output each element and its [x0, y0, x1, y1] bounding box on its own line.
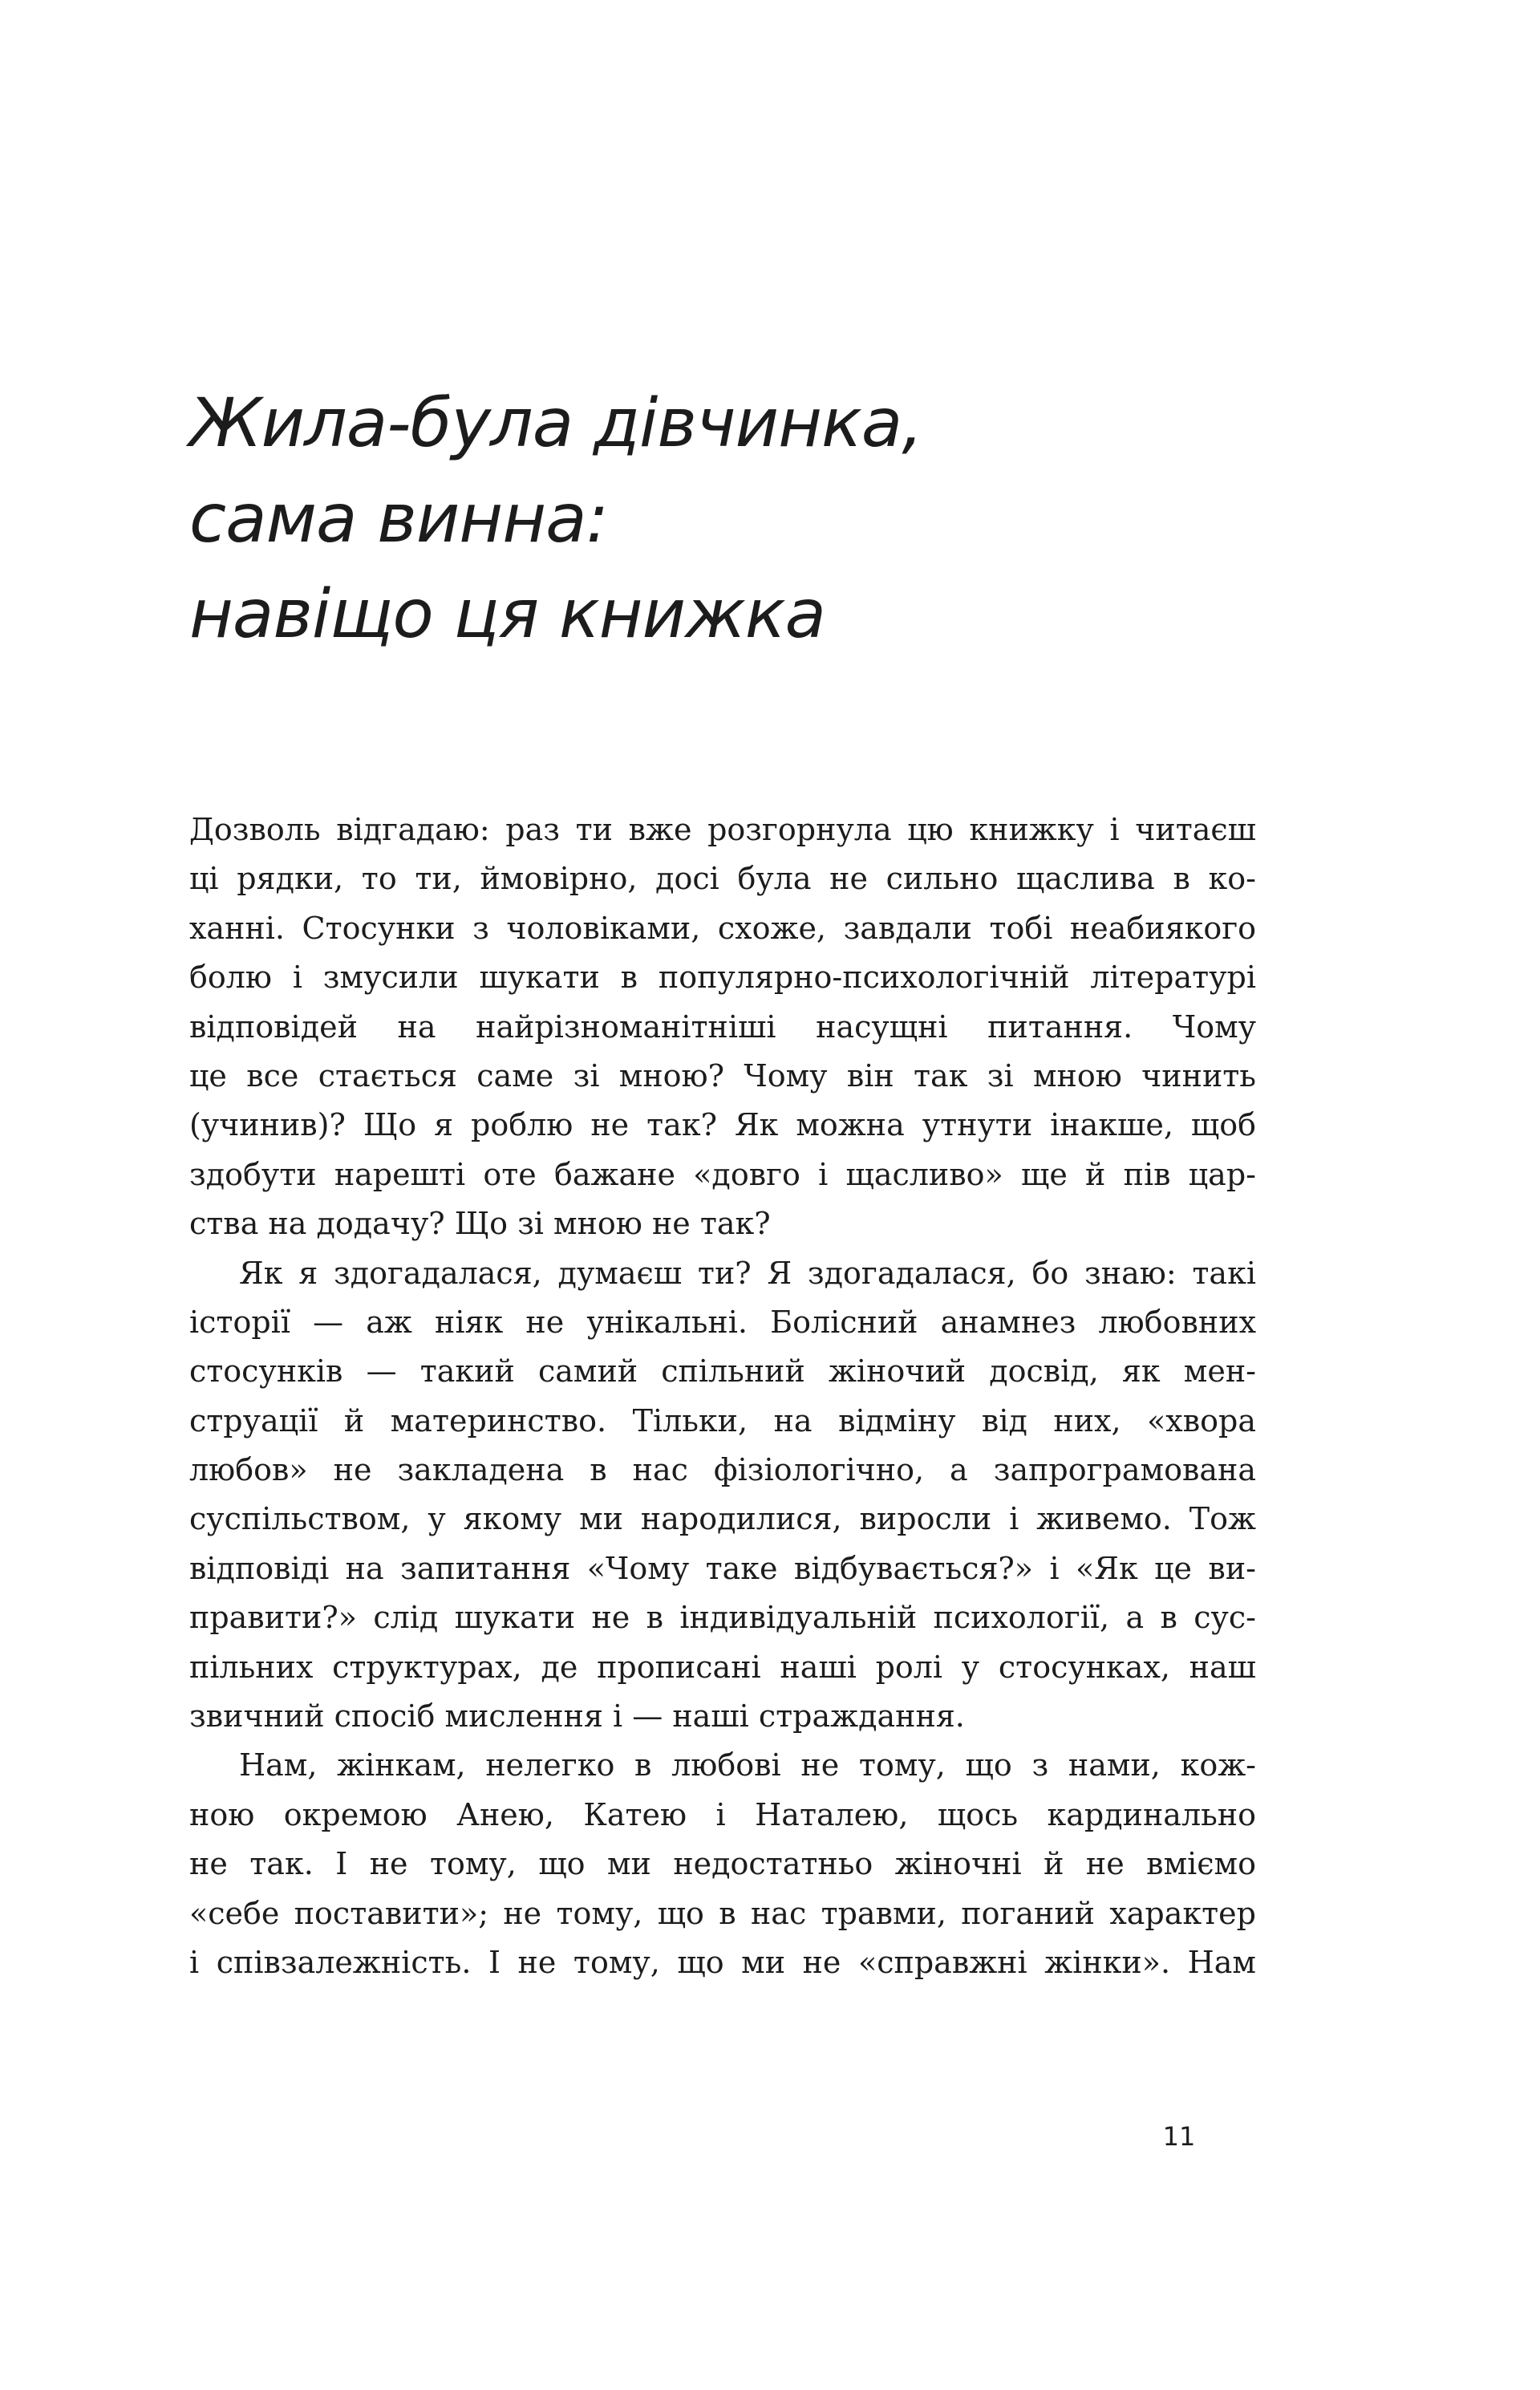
text-line: струації й материнство. Тільки, на відміну від них, «хвора: [189, 1402, 1256, 1438]
text-line: відповіді на запитання «Чому таке відбувається?» і «Як це ви-: [189, 1550, 1256, 1586]
text-line: не так. І не тому, що ми недостатньо жіночні й не вміємо: [189, 1846, 1256, 1882]
page-number: 11: [1162, 2121, 1196, 2152]
text-line: Як я здогадалася, думаєш ти? Я здогадалася, бо знаю: такі: [239, 1255, 1256, 1291]
text-line: (учинив)? Що я роблю не так? Як можна утнути інакше, щоб: [189, 1107, 1256, 1143]
text-line: болю і змусили шукати в популярно-психологічній літературі: [189, 960, 1256, 996]
chapter-title: [189, 375, 1312, 662]
text-line: правити?» слід шукати не в індивідуальній психології, а в сус-: [189, 1600, 1256, 1636]
text-line: ханні. Стосунки з чоловіками, схоже, завдали тобі неабиякого: [189, 910, 1256, 946]
text-line: Нам, жінкам, нелегко в любові не тому, що з нами, кож-: [239, 1747, 1256, 1783]
body-text: [189, 805, 1256, 1987]
text-line: пільних структурах, де прописані наші ролі у стосунках, наш: [189, 1649, 1256, 1685]
text-line: відповідей на найрізноманітніші насущні питання. Чому: [189, 1008, 1256, 1045]
text-line: історії — аж ніяк не унікальні. Болісний анамнез любовних: [189, 1304, 1256, 1340]
text-line: любов» не закладена в нас фізіологічно, а запрограмована: [189, 1452, 1256, 1488]
text-line: ною окремою Анею, Катею і Наталею, щось кардинально: [189, 1796, 1256, 1832]
chapter-title-line: навіщо ця книжка: [189, 574, 825, 653]
text-line: це все стається саме зі мною? Чому він так зі мною чинить: [189, 1057, 1256, 1094]
text-line: Дозволь відгадаю: раз ти вже розгорнула цю книжку і читаєш: [189, 812, 1256, 847]
text-line: звичний спосіб мислення і — наші страждання.: [189, 1698, 965, 1735]
chapter-title-line: сама винна:: [189, 479, 608, 558]
text-line: суспільством, у якому ми народилися, виросли і живемо. Тож: [189, 1501, 1256, 1537]
chapter-title-line: Жила-була дівчинка,: [189, 383, 922, 462]
text-line: стосунків — такий самий спільний жіночий досвід, як мен-: [189, 1353, 1256, 1390]
text-line: здобути нарешті оте бажане «довго і щасливо» ще й пів цар-: [189, 1156, 1256, 1192]
text-line: ці рядки, то ти, ймовірно, досі була не сильно щаслива в ко-: [189, 861, 1256, 897]
text-line: ства на додачу? Що зі мною не так?: [189, 1206, 771, 1242]
text-line: і співзалежність. І не тому, що ми не «справжні жінки». Нам: [189, 1944, 1256, 1980]
text-line: «себе поставити»; не тому, що в нас травми, поганий характер: [189, 1895, 1256, 1931]
